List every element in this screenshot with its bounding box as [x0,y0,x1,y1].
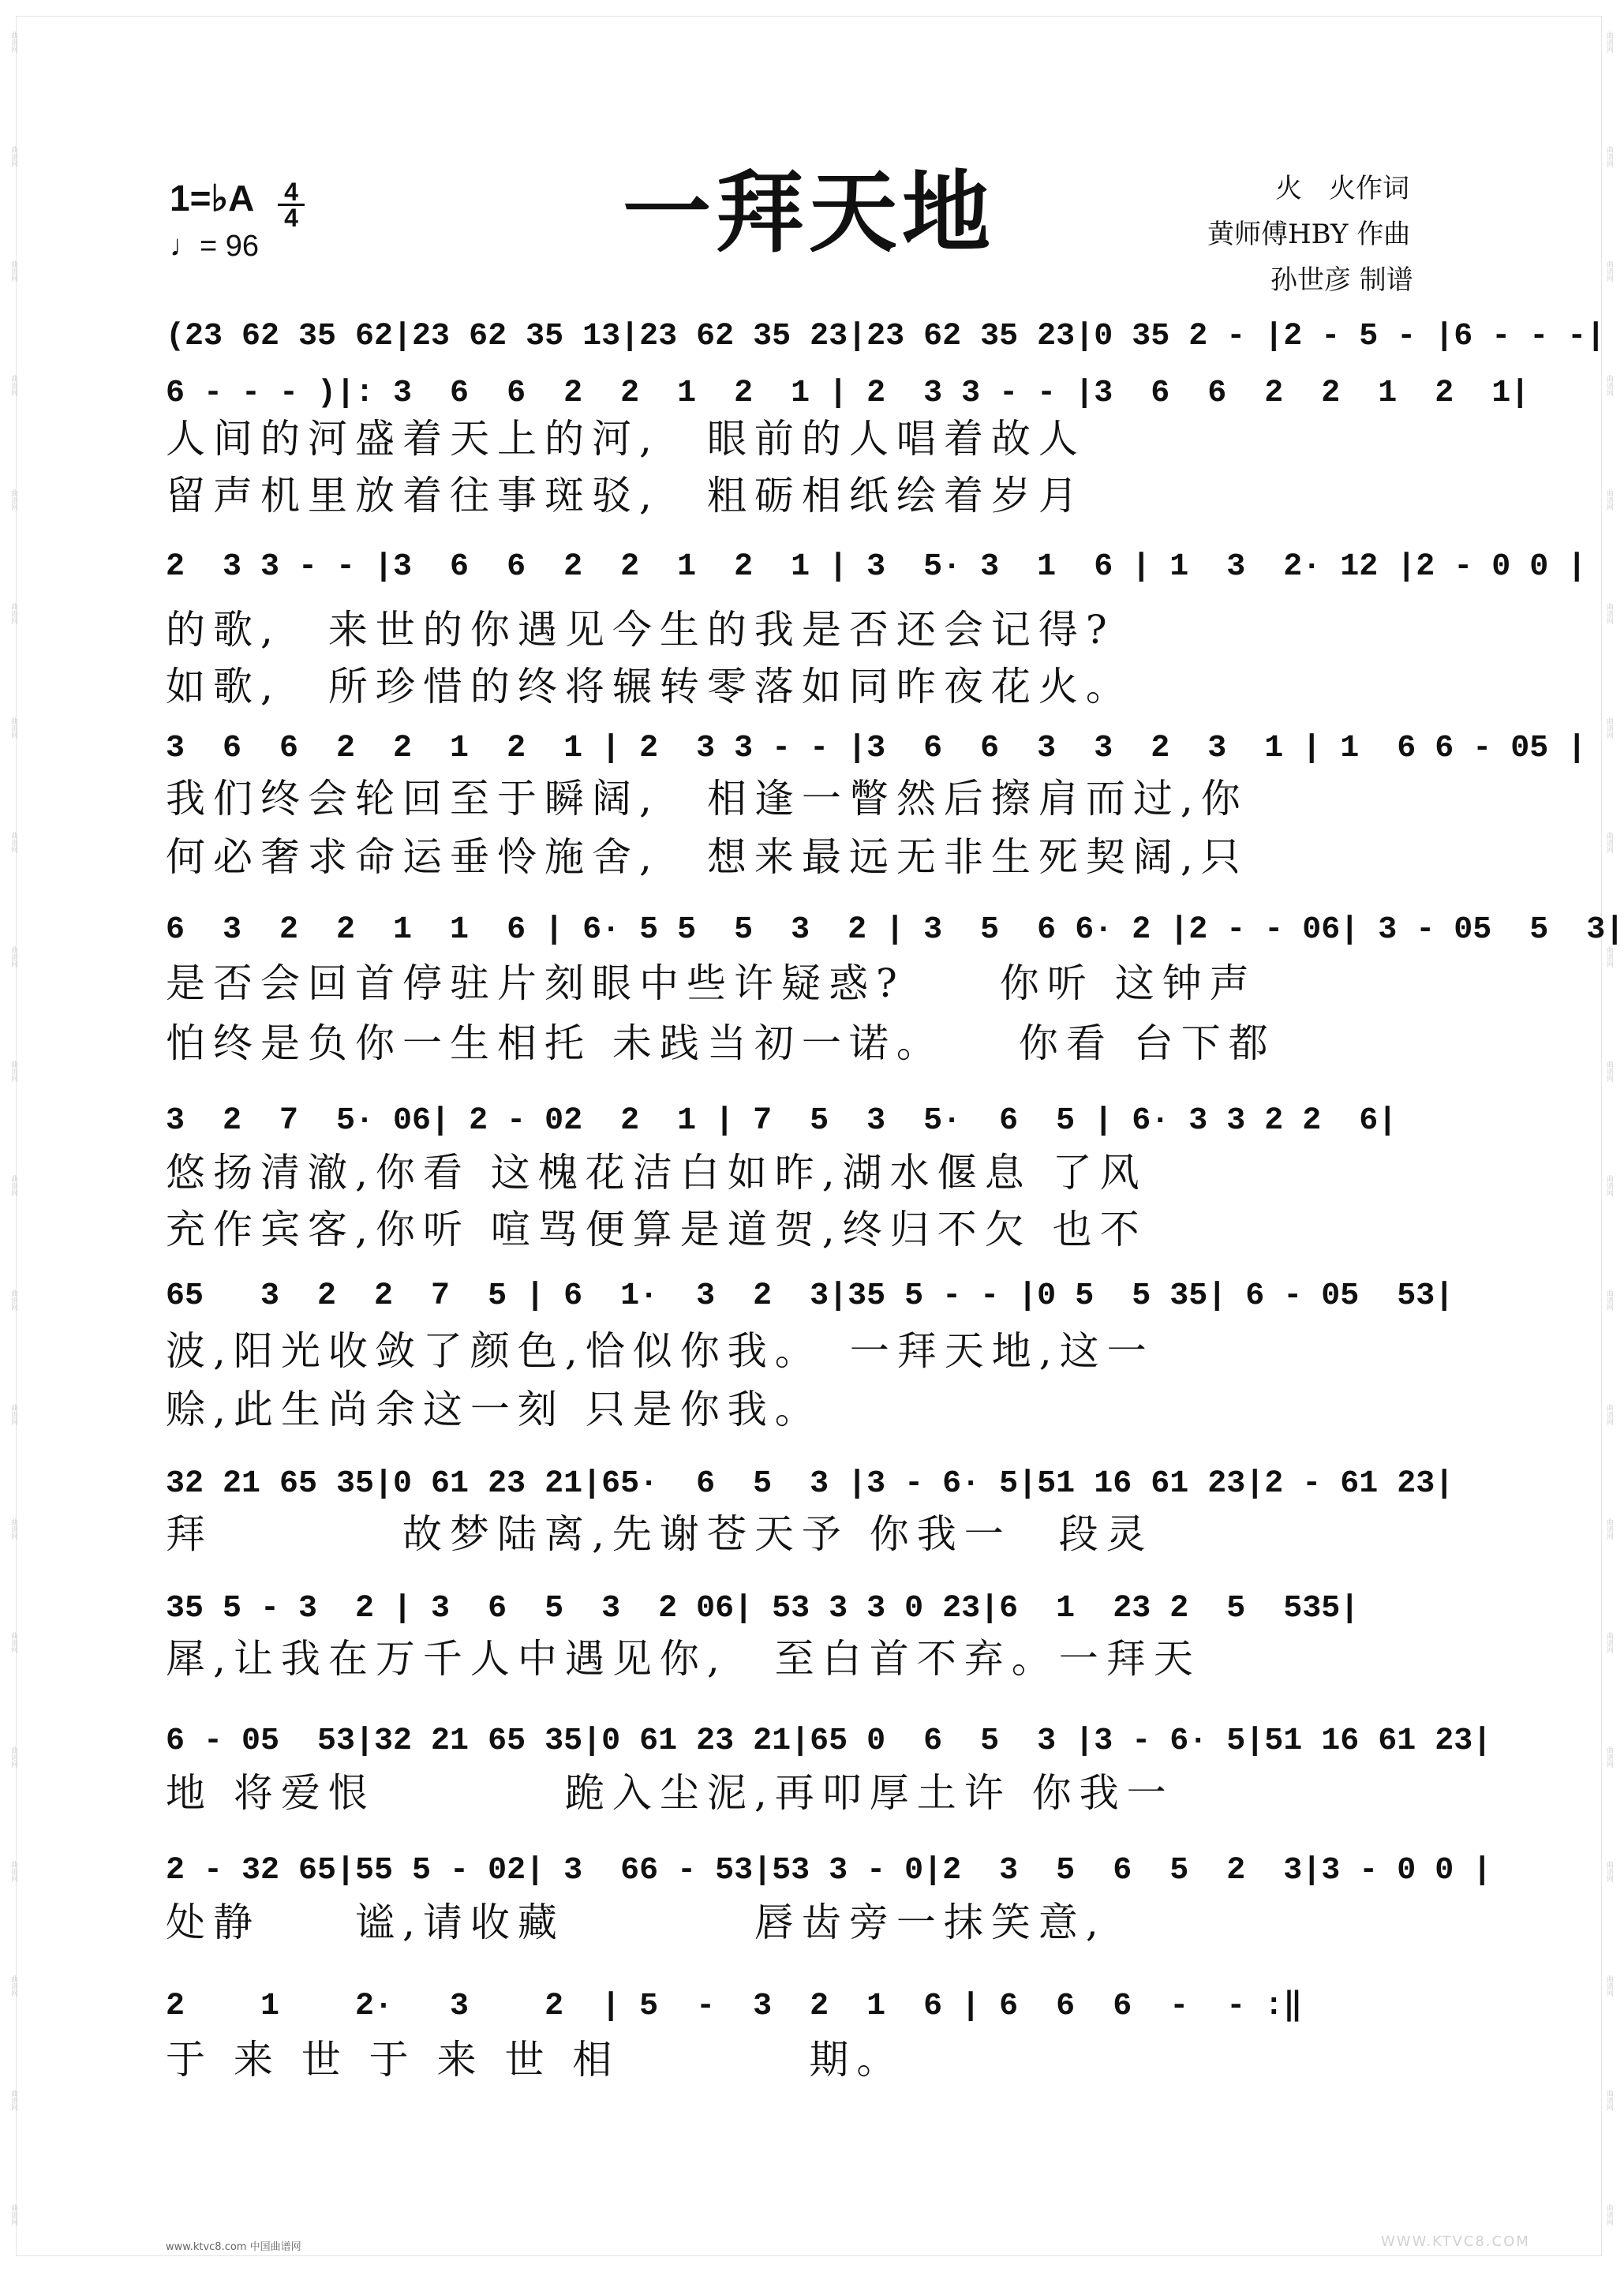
lyric-line: 如歌, 所珍惜的终将辗转零落如同昨夜花火。 [166,664,1133,709]
lyric-line: 的歌, 来世的你遇见今生的我是否还会记得? [166,607,1115,653]
footer-watermark-url: WWW.KTVC8.COM [1381,2233,1530,2250]
notation-line: 32 21 65 35|0 61 23 21|65· 6 5 3 |3 - 6· 5|51 16 61 23|2 - 61 23| [166,1466,1454,1502]
notation-line: 2 1 2· 3 2 | 5 - 3 2 1 6 | 6 6 6 - - :‖ [166,1989,1303,2024]
lyric-line: 地 将爱恨 跪入尘泥,再叩厚土许 你我一 [166,1770,1174,1816]
notation-line: 6 - - - )|: 3 6 6 2 2 1 2 1 | 2 3 3 - - |3 6 6 2 2 1 2 1| [166,376,1530,411]
lyric-line: 拜 故梦陆离,先谢苍天予 你我一 段灵 [166,1511,1154,1557]
arranger-credit: 孙世彦 制谱 [1270,264,1413,296]
side-watermark-left: 曲谱网 曲谱网 曲谱网 曲谱网 曲谱网 曲谱网 曲谱网 曲谱网 曲谱网 曲谱网 曲谱网 曲谱网 曲谱网 曲谱网 曲谱网 曲谱网 曲谱网 曲谱网 曲谱网 曲谱网 [9,32,17,2225]
tempo-marking: ♩= 96 [170,230,260,263]
lyric-line: 处静 谧,请收藏 唇齿旁一抹笑意, [166,1900,1106,1945]
notation-line: 65 3 2 2 7 5 | 6 1· 3 2 3|35 5 - - |0 5 5 35| 6 - 05 53| [166,1278,1454,1314]
lyric-line: 怕终是负你一生相托 未践当初一诺。 你看 台下都 [166,1020,1276,1066]
song-title: 一拜天地 [623,161,995,264]
lyric-line: 于 来 世 于 来 世 相 期。 [166,2037,904,2083]
lyric-line: 我们终会轮回至于瞬阔, 相逢一瞥然后擦肩而过,你 [166,776,1248,822]
lyric-line: 是否会回首停驻片刻眼中些许疑惑? 你听 这钟声 [166,960,1257,1006]
lyric-line: 犀,让我在万千人中遇见你, 至白首不弃。一拜天 [166,1636,1201,1682]
lyric-line: 悠扬清澈,你看 这槐花洁白如昨,湖水偃息 了风 [166,1150,1147,1196]
lyric-line: 充作宾客,你听 喧骂便算是道贺,终归不欠 也不 [166,1207,1147,1252]
lyric-line: 何必奢求命运垂怜施舍, 想来最远无非生死契阔,只 [166,834,1248,880]
notation-line: 6 3 2 2 1 1 6 | 6· 5 5 5 3 2 | 3 5 6 6· 2 |2 - - 06| 3 - 05 5 3| [166,912,1624,948]
lyric-line: 赊,此生尚余这一刻 只是你我。 [166,1387,822,1432]
side-watermark-right: 曲谱网 曲谱网 曲谱网 曲谱网 曲谱网 曲谱网 曲谱网 曲谱网 曲谱网 曲谱网 曲谱网 曲谱网 曲谱网 曲谱网 曲谱网 曲谱网 曲谱网 曲谱网 曲谱网 曲谱网 [1605,32,1613,2225]
notation-line: 3 6 6 2 2 1 2 1 | 2 3 3 - - |3 6 6 3 3 2 3 1 | 1 6 6 - 05 | [166,731,1587,766]
time-signature-bottom: 4 [284,204,298,232]
notation-line: 35 5 - 3 2 | 3 6 5 3 2 06| 53 3 3 0 23|6 1 23 2 5 535| [166,1591,1360,1626]
lyric-line: 人间的河盛着天上的河, 眼前的人唱着故人 [166,416,1086,462]
lyric-line: 留声机里放着往事斑驳, 粗砺相纸绘着岁月 [166,473,1086,518]
lyricist-credit: 火 火作词 [1275,173,1409,204]
composer-credit: 黄师傅HBY 作曲 [1207,219,1411,250]
lyric-line: 波,阳光收敛了颜色,恰似你我。 一拜天地,这一 [166,1328,1154,1374]
key-signature: 1=♭A [170,178,255,219]
credits [1184,166,1444,303]
notation-line: 2 3 3 - - |3 6 6 2 2 1 2 1 | 3 5· 3 1 6 | 1 3 2· 12 |2 - 0 0 | [166,549,1587,585]
notation-line: (23 62 35 62|23 62 35 13|23 62 35 23|23 62 35 23|0 35 2 - |2 - 5 - |6 - - -| [166,319,1606,354]
notation-line: 3 2 7 5· 06| 2 - 02 2 1 | 7 5 3 5· 6 5 | 6· 3 3 2 2 6| [166,1103,1398,1139]
time-signature-top: 4 [278,180,305,206]
footer-source-text: www.ktvc8.com 中国曲谱网 [166,2241,301,2253]
notation-line: 6 - 05 53|32 21 65 35|0 61 23 21|65 0 6 5 3 |3 - 6· 5|51 16 61 23| [166,1724,1492,1759]
notation-line: 2 - 32 65|55 5 - 02| 3 66 - 53|53 3 - 0|2 3 5 6 5 2 3|3 - 0 0 | [166,1853,1492,1888]
